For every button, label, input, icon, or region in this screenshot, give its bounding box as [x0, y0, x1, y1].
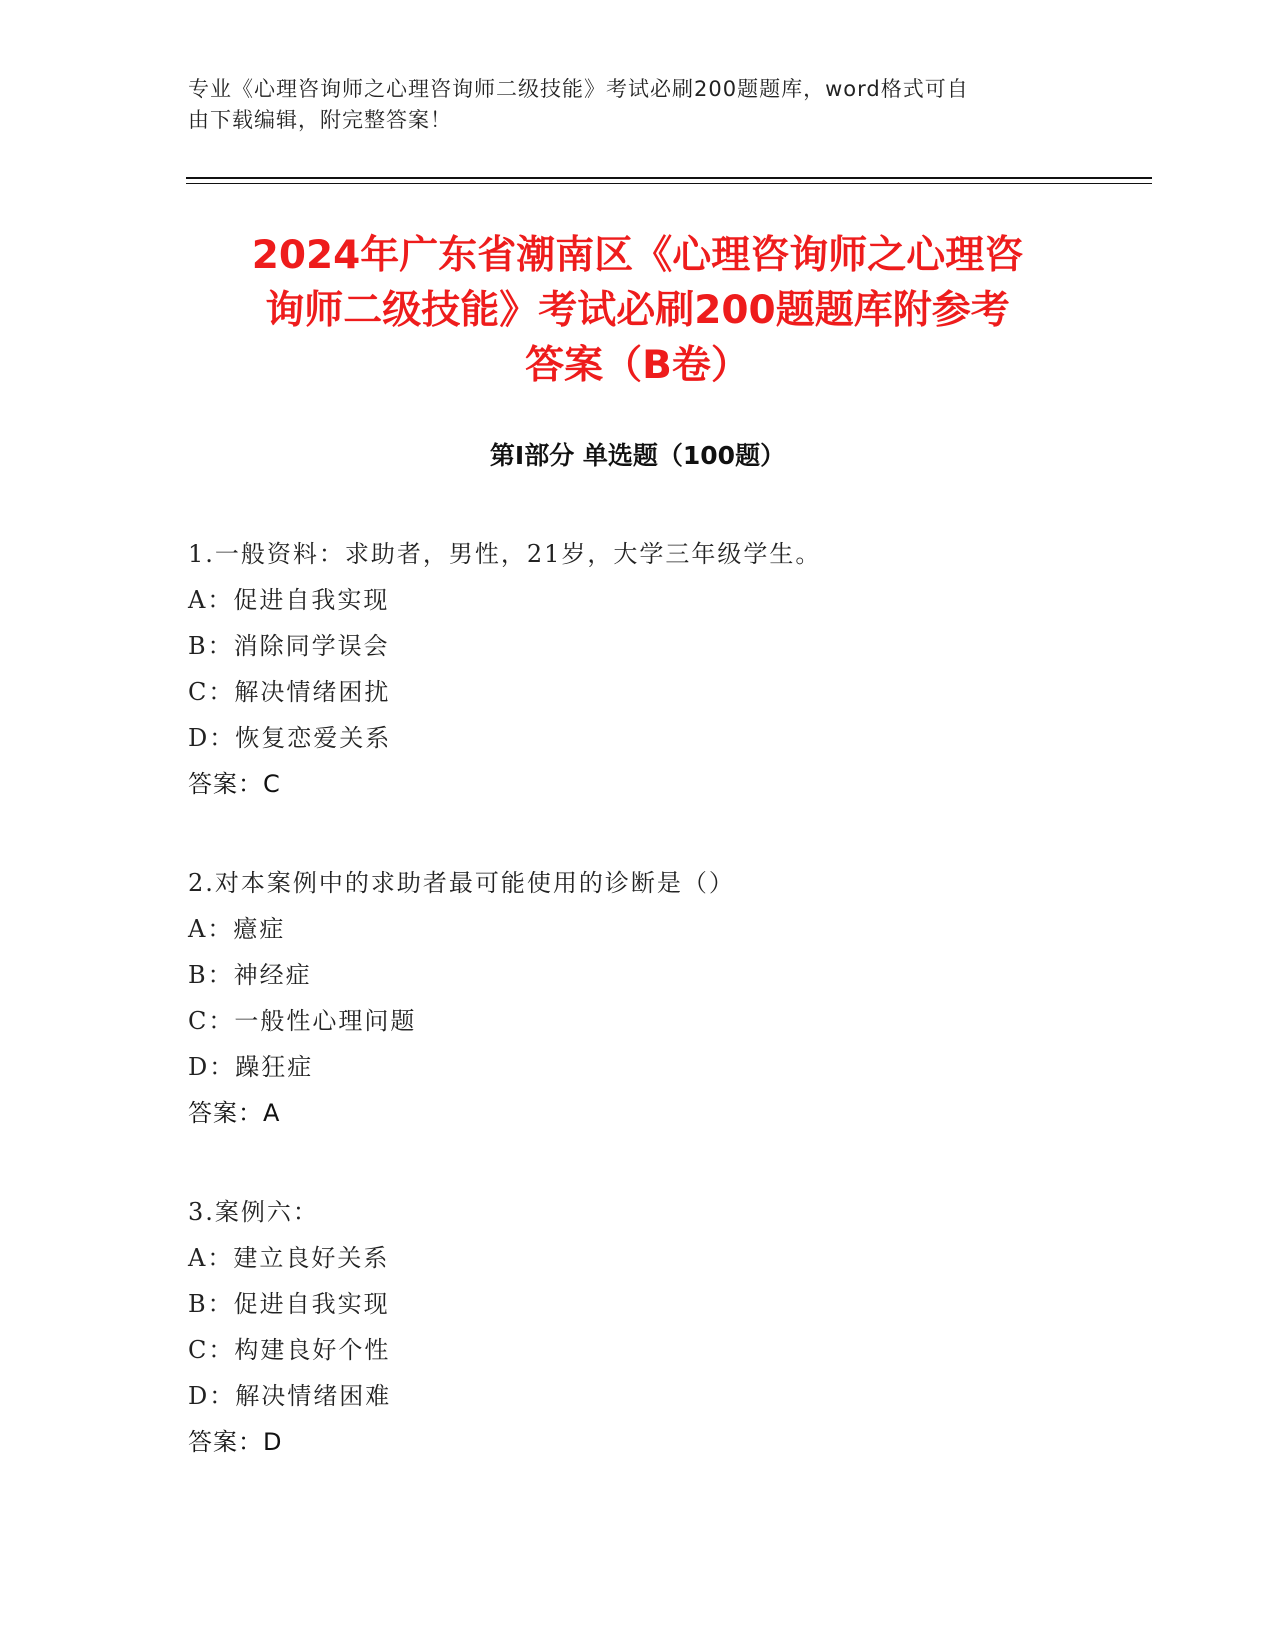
- header-note-line-1: 专业《心理咨询师之心理咨询师二级技能》考试必刷200题题库，word格式可自: [188, 77, 969, 101]
- option-c: C：一般性心理问题: [188, 1007, 417, 1035]
- question-stem: 3.案例六：: [188, 1198, 319, 1226]
- header-note: [188, 74, 1068, 136]
- question-2: [188, 860, 1148, 1136]
- question-1: [188, 531, 1148, 807]
- option-a: A：建立良好关系: [188, 1244, 390, 1272]
- header-note-line-2: 由下载编辑，附完整答案！: [188, 108, 452, 132]
- option-a: A：癔症: [188, 915, 286, 943]
- option-d: D：恢复恋爱关系: [188, 724, 392, 752]
- option-a: A：促进自我实现: [188, 586, 390, 614]
- question-3: [188, 1189, 1148, 1465]
- document-title-line-3: 答案（B卷）: [525, 343, 750, 388]
- answer: 答案：C: [188, 770, 281, 798]
- question-list: [188, 531, 1148, 1518]
- option-c: C：构建良好个性: [188, 1336, 391, 1364]
- document-title-line-1: 2024年广东省潮南区《心理咨询师之心理咨: [251, 233, 1024, 278]
- option-d: D：解决情绪困难: [188, 1382, 392, 1410]
- question-stem: 2.对本案例中的求助者最可能使用的诊断是（）: [188, 869, 735, 897]
- option-c: C：解决情绪困扰: [188, 678, 391, 706]
- document-title: [160, 228, 1115, 393]
- option-b: B：促进自我实现: [188, 1290, 390, 1318]
- section-title: 第Ⅰ部分 单选题（100题）: [489, 441, 786, 470]
- option-b: B：神经症: [188, 961, 312, 989]
- header-rule-thick: [186, 177, 1152, 179]
- answer: 答案：D: [188, 1428, 283, 1456]
- answer: 答案：A: [188, 1099, 281, 1127]
- document-title-line-2: 询师二级技能》考试必刷200题题库附参考: [265, 288, 1010, 333]
- option-d: D：躁狂症: [188, 1053, 314, 1081]
- header-rule-thin: [186, 183, 1152, 184]
- question-stem: 1.一般资料：求助者，男性，21岁，大学三年级学生。: [188, 540, 822, 568]
- option-b: B：消除同学误会: [188, 632, 390, 660]
